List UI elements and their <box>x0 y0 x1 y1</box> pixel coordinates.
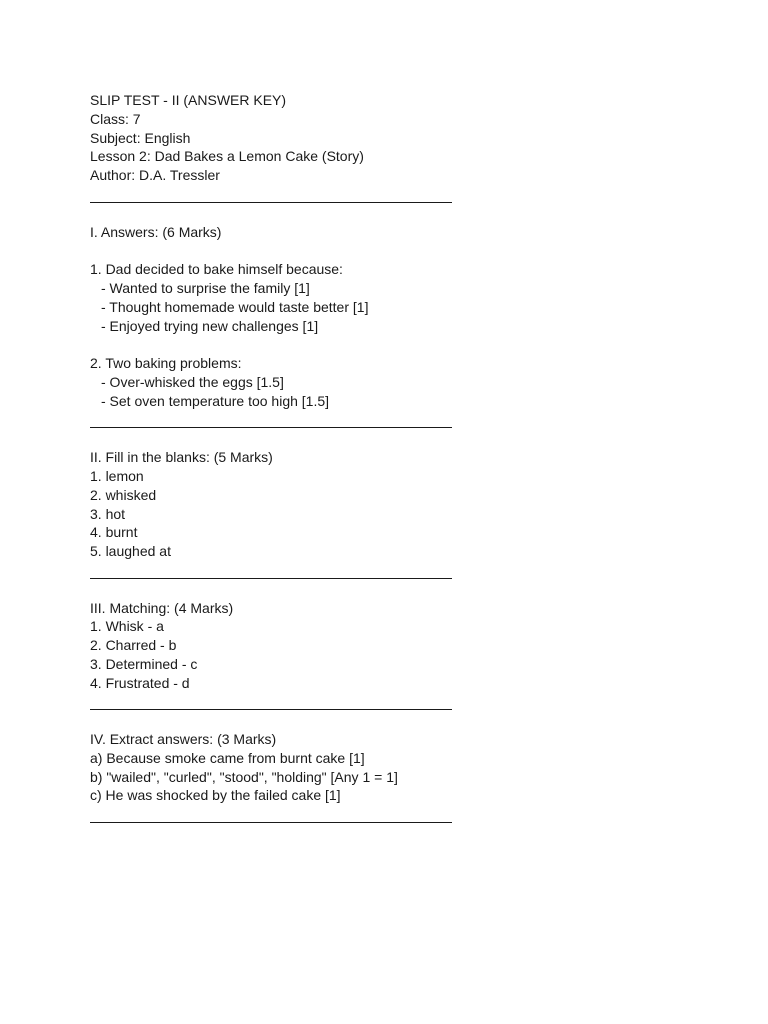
list-item: b) "wailed", "curled", "stood", "holding" [Any 1 = 1] <box>90 768 398 785</box>
divider <box>90 185 690 204</box>
list-item: 3. hot <box>90 505 126 522</box>
question-1: 1. Dad decided to bake himself because: <box>90 261 343 278</box>
divider <box>90 693 690 712</box>
list-item: 1. Whisk - a <box>90 618 164 635</box>
section-heading: III. Matching: (4 Marks) <box>90 599 234 616</box>
class-line: Class: 7 <box>90 110 141 127</box>
answer-point: - Wanted to surprise the family [1] <box>101 279 310 296</box>
divider <box>90 805 690 824</box>
list-item: 4. Frustrated - d <box>90 674 190 691</box>
divider <box>90 411 690 430</box>
list-item: c) He was shocked by the failed cake [1] <box>90 787 341 804</box>
document-header <box>90 91 690 185</box>
list-item: 2. Charred - b <box>90 637 177 654</box>
section-fill-blanks <box>90 448 690 561</box>
document-title: SLIP TEST - II (ANSWER KEY) <box>90 92 287 108</box>
list-item: 1. lemon <box>90 467 144 484</box>
answer-point: - Thought homemade would taste better [1] <box>101 298 369 315</box>
section-matching <box>90 599 690 693</box>
answer-key-document <box>90 91 690 824</box>
list-item: 3. Determined - c <box>90 655 198 672</box>
list-item: 4. burnt <box>90 524 138 541</box>
subject-line: Subject: English <box>90 129 191 146</box>
list-item: 2. whisked <box>90 486 157 503</box>
question-2: 2. Two baking problems: <box>90 355 242 372</box>
divider <box>90 561 690 580</box>
section-heading: IV. Extract answers: (3 Marks) <box>90 731 277 748</box>
author-line: Author: D.A. Tressler <box>90 167 220 184</box>
answer-point: - Set oven temperature too high [1.5] <box>101 392 330 409</box>
section-answers <box>90 223 690 411</box>
list-item: 5. laughed at <box>90 543 171 560</box>
lesson-line: Lesson 2: Dad Bakes a Lemon Cake (Story) <box>90 148 364 165</box>
section-heading: I. Answers: (6 Marks) <box>90 223 222 240</box>
section-extract <box>90 730 690 805</box>
section-heading: II. Fill in the blanks: (5 Marks) <box>90 449 273 466</box>
answer-point: - Over-whisked the eggs [1.5] <box>101 373 284 390</box>
list-item: a) Because smoke came from burnt cake [1] <box>90 749 365 766</box>
answer-point: - Enjoyed trying new challenges [1] <box>101 317 319 334</box>
